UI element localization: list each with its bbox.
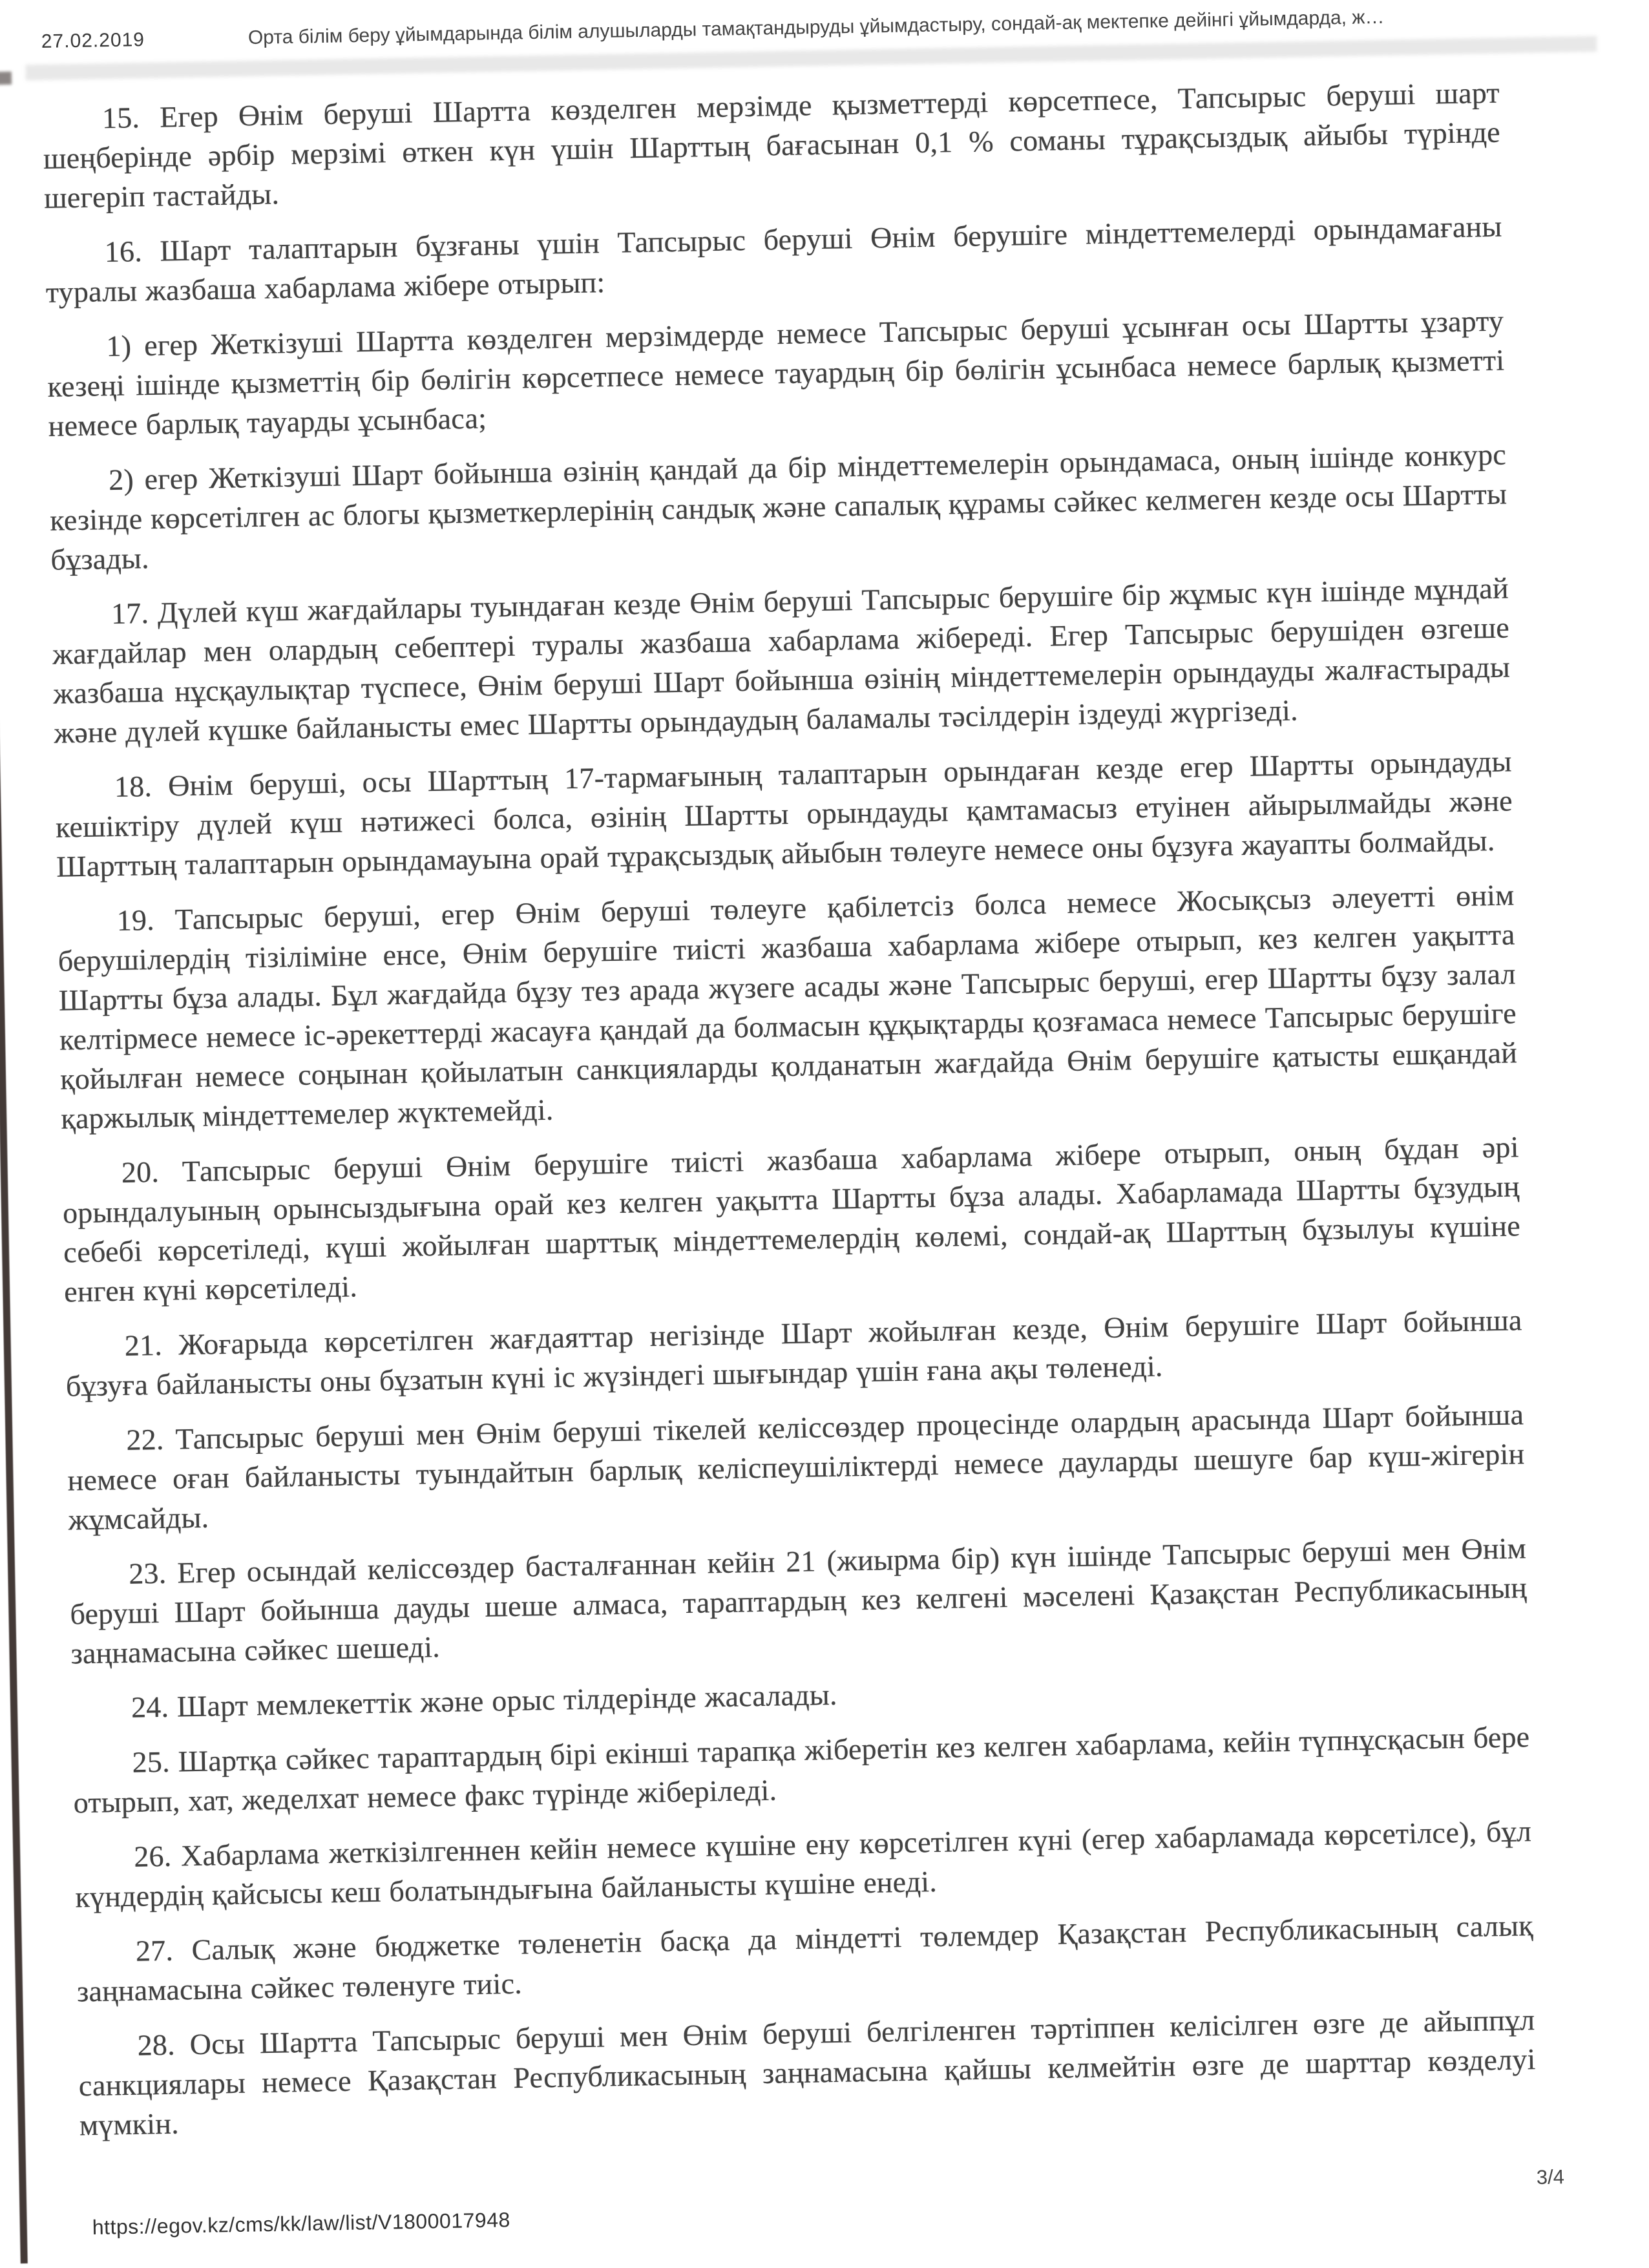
paragraph: 22. Тапсырыс беруші мен Өнім беруші тікелей келіссөздер процесінде олардың арасында Шарт бойынша немесе оған байланысты туындайтын барлық келіспеушіліктерді немесе дауларды шешуге бар күш-жігерін жұмсайды. bbox=[67, 1398, 1525, 1537]
print-date: 27.02.2019 bbox=[41, 28, 145, 52]
paragraph: 27. Салық және бюджетке төленетін басқа да міндетті төлемдер Қазақстан Республикасының салық заңнамасына сәйкес төленуге тиіс. bbox=[76, 1909, 1534, 2008]
paragraph: 24. Шарт мемлекеттік және орыс тілдерінде жасалады. bbox=[131, 1677, 837, 1724]
paragraph: 21. Жоғарыда көрсетілген жағдаяттар негізінде Шарт жойылған кезде, Өнім берушіге Шарт бойынша бұзуға байланысты оны бұзатын күні іс жүзіндегі шығындар үшін ғана ақы төленеді. bbox=[65, 1303, 1522, 1403]
paragraph: 2) егер Жеткізуші Шарт бойынша өзінің қандай да бір міндеттемелерін орындамаса, оның ішінде конкурс кезінде көрсетілген ас блогы қызметкерлерінің сандық және сапалық құрамы сәйкес келмеген кезде осы Шартты бұзады. bbox=[49, 437, 1507, 576]
paragraph: 20. Тапсырыс беруші Өнім берушіге тиісті жазбаша хабарлама жібере отырып, оның бұдан әрі орындалуының орынсыздығына орай кез келген уақытта Шартты бұза алады. Хабарламада Шартты бұзудың себебі көрсетіледі, күші жойылған шарттық міндеттемелердің көлемі, сондай-ақ Шарттың бұзылуы күшіне енген күні көрсетіледі. bbox=[62, 1130, 1521, 1308]
scan-edge-blob bbox=[0, 72, 12, 85]
paragraph: 25. Шартқа сәйкес тараптардың бірі екінші тарапқа жіберетін кез келген хабарлама, кейін түпнұсқасын бере отырып, хат, жеделхат немесе факс түрінде жіберіледі. bbox=[73, 1720, 1530, 1820]
document-body bbox=[42, 73, 1537, 2161]
paragraph: 1) егер Жеткізуші Шартта көзделген мерзімдерде немесе Тапсырыс беруші ұсынған осы Шартты ұзарту кезеңі ішінде қызметтің бір бөлігін көрсетпесе немесе тауардың бір бөлігін ұсынбаса немесе барлық қызметті немесе барлық тауарды ұсынбаса; bbox=[47, 304, 1505, 443]
document-title: Орта білім беру ұйымдарында білім алушыларды тамақтандыруды ұйымдастыру, сондай-ақ мектепке дейінгі ұйымдарда, ж… bbox=[247, 6, 1385, 49]
paragraph: 19. Тапсырыс беруші, егер Өнім беруші төлеуге қабілетсіз болса немесе Жосықсыз әлеуетті өнім берушілердің тізіліміне енсе, Өнім берушіге тиісті жазбаша хабарлама жібере отырып, кез келген уақытта Шартты бұза алады. Бұл жағдайда бұзу тез арада жүзеге асады және Тапсырыс беруші, егер Шартты бұзу залал келтірмесе немесе іс-әрекеттерді жасауға қандай да болмасын құқықтарды қозғамаса немесе Тапсырыс берушіге қойылған немесе соңынан қойылатын санкцияларды қолданатын жағдайда Өнім берушіге қатысты ешқандай қаржылық міндеттемелер жүктемейді. bbox=[58, 878, 1518, 1135]
paragraph: 16. Шарт талаптарын бұзғаны үшін Тапсырыс беруші Өнім берушіге міндеттемелерді орындамағаны туралы жазбаша хабарлама жібере отырып: bbox=[45, 209, 1502, 309]
scan-edge-artifact bbox=[0, 60, 28, 2263]
source-url: https://egov.kz/cms/kk/law/list/V1800017948 bbox=[92, 2208, 511, 2240]
paragraph: 28. Осы Шартта Тапсырыс беруші мен Өнім беруші белгіленген тәртіппен келісілген өзге де айыппұл санкциялары немесе Қазақстан Республикасының заңнамасына қайшы келмейтін өзге де шарттар көзделуі мүмкін. bbox=[78, 2003, 1536, 2142]
paragraph: 18. Өнім беруші, осы Шарттың 17-тармағының талаптарын орындаған кезде егер Шартты орындауды кешіктіру дүлей күш нәтижесі болса, өзінің Шартты орындауды қамтамасыз етуінен айырылмайды және Шарттың талаптарын орындамауына орай тұрақсыздық айыбын төлеуге немесе оны бұзуға жауапты болмайды. bbox=[55, 744, 1513, 883]
paragraph: 15. Егер Өнім беруші Шартта көзделген мерзімде қызметтерді көрсетпесе, Тапсырыс беруші шарт шеңберінде әрбір мерзімі өткен күн үшін Шарттың бағасынан 0,1 % соманы тұрақсыздық айыбы түрінде шегеріп тастайды. bbox=[43, 76, 1501, 215]
paragraph: 23. Егер осындай келіссөздер басталғаннан кейін 21 (жиырма бір) күн ішінде Тапсырыс беруші мен Өнім беруші Шарт бойынша дауды шеше алмаса, тараптардың кез келгені мәселені Қазақстан Республикасының заңнамасына сәйкес шешеді. bbox=[69, 1531, 1528, 1670]
paragraph: 17. Дүлей күш жағдайлары туындаған кезде Өнім беруші Тапсырыс берушіге бір жұмыс күн ішінде мұндай жағдайлар мен олардың себептері туралы жазбаша хабарлама жібереді. Егер Тапсырыс берушіден өзгеше жазбаша нұсқаулықтар түспесе, Өнім беруші Шарт бойынша өзінің міндеттемелерін орындауды жалғастырады және дүлей күшке байланысты емес Шартты орындаудың баламалы тәсілдерін іздеуді жүргізеді. bbox=[52, 571, 1511, 750]
page-number: 3/4 bbox=[1536, 2165, 1565, 2189]
paragraph: 26. Хабарлама жеткізілгеннен кейін немесе күшіне ену көрсетілген күні (егер хабарламада көрсетілсе), бұл күндердің қайсысы кеш болатындығына байланысты күшіне енеді. bbox=[74, 1814, 1532, 1914]
